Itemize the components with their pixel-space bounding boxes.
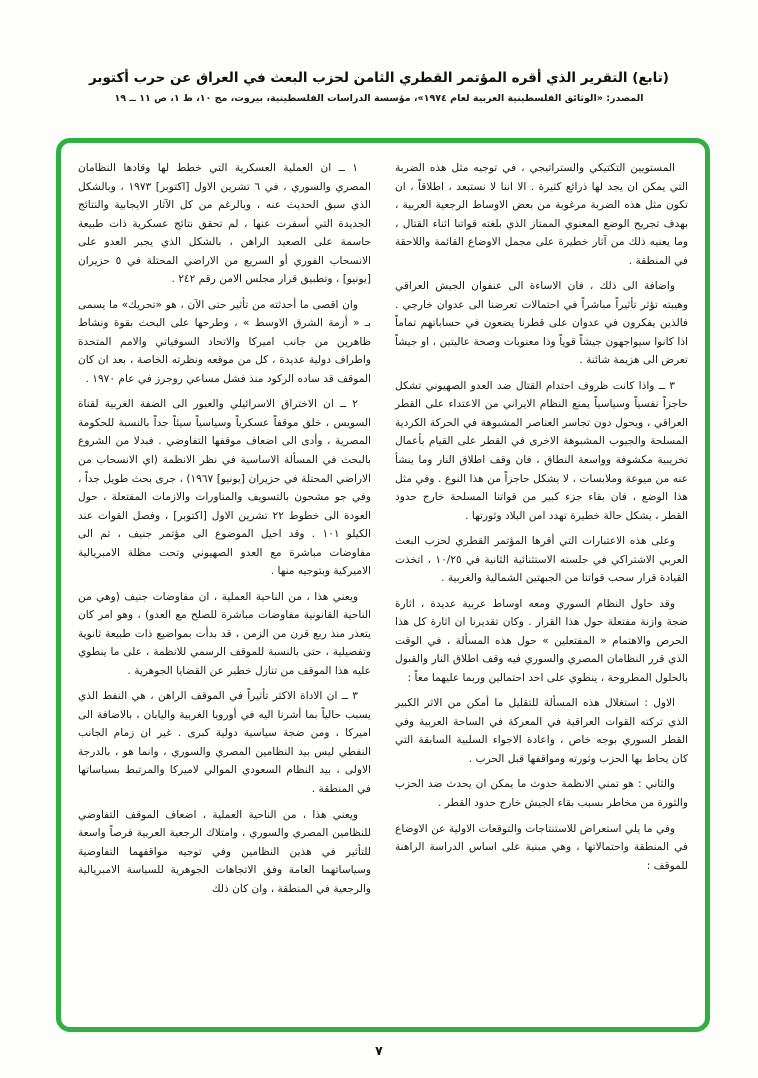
paragraph: ٣ ــ واذا كانت ظروف احتدام القتال ضد العدو الصهيوني تشكل حاجزاً نفسياً وسياسياً يمنع النظام الايراني من الاعتداء على القطر العراقي ، ويحول دون تجاسر العناصر المشبوهة في الحركة الكردية المسلحة والجيوب المشبوهة الاخرى في القطر على القيام بأعمال تخريبية مكشوفة وواسعة النطاق ، فان وقف اطلاق النار وما ينشأ عنه من ميوعة وملابسات ، لا يشكل حاجزاً من هذا النوع . وفي مثل هذا الوضع ، فان بقاء جزء كبير من قواتنا المسلحة خارج حدود القطر ، يشكل حالة خطيرة تهدد امن البلاد وثورتها .	[395, 379, 688, 522]
text-column-left	[78, 159, 371, 1013]
paragraph: الاول : استغلال هذه المسألة للتقليل ما أمكن من الاثر الكبير الذي تركته القوات العراقية في المعركة في الساحة العربية وفي القطر السوري بوجه خاص ، واعادة الاجواء السلبية السابقة التي كان يحاط بها الحزب وثورته ومواقفها قبل الحرب .	[395, 697, 688, 765]
green-border-frame	[56, 138, 710, 1032]
document-title: (تابع) التقرير الذي أقره المؤتمر القطري الثامن لحزب البعث في العراق عن حرب أكتوبر	[89, 70, 669, 86]
paragraph: واضافة الى ذلك ، فان الاساءة الى عنفوان الجيش العراقي وهيبته تؤثر تأثيراً مباشراً في احتمالات تعرضنا الى عدوان خارجي . فالذين يفكرون في عدوان على قطرنا يضعون في حساباتهم تماماً اذا كانوا سيواجهون جيشاً قوياً وذا معنويات وصحة عاليتين ، او جيشاً تعرض الى هزيمة شائنة .	[395, 280, 688, 367]
paragraph: ١ ــ ان العملية العسكرية التي خطط لها وقادها النظامان المصري والسوري ، في ٦ تشرين الاول [اكتوبر] ١٩٧٣ ، وبالشكل الذي سبق الحديث عنه ، وبالرغم من كل الآثار الايجابية والنتائج الجديدة التي أسفرت عنها ، لم تحقق نتائج عسكرية ذات طبيعة حاسمة على الصعيد الراهن ، بالشكل الذي يجبر العدو على الانسحاب الفوري أو السريع من الاراضي المحتلة في ٥ حزيران [يونيو] ، وتطبيق قرار مجلس الامن رقم ٢٤٢ .	[78, 162, 371, 286]
paragraph: المستويين التكتيكي والستراتيجي ، في توجيه مثل هذه الضربة التي يمكن ان يجد لها ذرائع كثيرة . الا اننا لا نستبعد ، اطلاقاً ، ان تكون مثل هذه الضربة مرغوبة من بعض الاوساط الرجعية العربية ، بهدف تجريح الوضع المعنوي الممتاز الذي بلغته قواتنا اثناء القتال ، وما يعنيه ذلك من آثار خطيرة على مجمل الاوضاع القائمة واللاحقة في المنطقة .	[395, 162, 688, 267]
page-number: ٧	[375, 1043, 383, 1058]
paragraph: وعلى هذه الاعتبارات التي أقرها المؤتمر القطري لحزب البعث العربي الاشتراكي في جلسته الاستثنائية الثانية في ١٠/٢٥ ، اتخذت القيادة قرار سحب قواتنا من الجبهتين الشمالية والغربية .	[395, 535, 688, 585]
paragraph: والثاني : هو تمني الانظمة حدوث ما يمكن ان يحدث ضد الحزب والثورة من مخاطر بسبب بقاء الجيش خارج حدود القطر .	[395, 778, 688, 809]
paragraph: وفي ما يلي استعراض للاستنتاجات والتوقعات الاولية عن الاوضاع في المنطقة واحتمالاتها ، وهي مبنية على اساس الدراسة الراهنة للموقف :	[395, 822, 688, 872]
paragraph: ٣ ــ ان الاداة الاكثر تأثيراً في الموقف الراهن ، هي النفط الذي يسبب حالياً بما أشرنا اليه في أوروبا الغربية واليابان ، بالاضافة الى اميركا ، ومن ضجة سياسية دولية كبرى . غير ان زمام الجانب النفطي ليس بيد النظامين المصري والسوري ، وانما هو ، بالدرجة الاولى ، بيد النظام السعودي الموالي لاميركا والمرتبط بسياساتها في المنطقة .	[78, 690, 371, 795]
two-column-text	[78, 159, 688, 1013]
paragraph: ٢ ــ ان الاختراق الاسرائيلي والعبور الى الضفة الغربية لقناة السويس ، خلق موقفاً عسكرياً وسياسياً سيئاً جداً بالنسبة للحكومة المصرية ، وأدى الى اضعاف موقفها التفاوضي . فبدلا من الشروع بالبحث في المسألة الاساسية في نظر الانظمة (اي الانسحاب من الاراضي المحتلة في حزيران [يونيو] ١٩٦٧) ، جرى بحث طويل جداً ، وفي جو مشحون بالتسويف والمناورات والازمات المفتعلة ، حول العودة الى خطوط ٢٢ تشرين الاول [اكتوبر] ، وفصل القوات عند الكيلو ١٠١ . وقد احيل الموضوع الى مؤتمر جنيف ، ثم الى مفاوضات مباشرة مع العدو الصهيوني وتحت مظلة الامبريالية الاميركية وبتوجيه منها .	[78, 398, 371, 578]
paragraph: ويعني هذا ، من الناحية العملية ، ان مفاوضات جنيف (وهي من الناحية القانونية مفاوضات مباشرة للصلح مع العدو) ، وهو امر كان يتعذر منذ ربع قرن من الزمن ، قد بدأت بمواضيع ذات طبيعة ثانوية وتفصيلية ، حتى بالنسبة للموقف الرسمي للانظمة ، على ما ينطوي عليه هذا الموقف من تنازل خطير عن القضايا الجوهرية .	[78, 590, 371, 677]
paragraph: ويعني هذا ، من الناحية العملية ، اضعاف الموقف التفاوضي للنظامين المصري والسوري ، وامتلاك الرجعية العربية فرصاً واسعة للتأثير في هذين النظامين وفي توجيه مواقفهما التفاوضية وسياساتهما العامة وفق الاتجاهات الجوهرية للسياسة الامبريالية والرجعية في المنطقة ، وان كان ذلك	[78, 808, 371, 895]
paragraph: وان اقصى ما أحدثته من تأثير حتى الآن ، هو «تحريك» ما يسمى بـ « أزمة الشرق الاوسط » ، وطرحها على البحث بقوة ونشاط ظاهرين من جانب اميركا والاتحاد السوفياتي والامم المتحدة واطراف دولية عديدة ، كل من موقعه ونظرته الخاصة ، بعد ان كان الموقف قد ساده الركود منذ فشل مساعي روجرز في عام ١٩٧٠ .	[78, 298, 371, 385]
page-header	[40, 70, 718, 104]
source-citation: المصدر: «الوثائق الفلسطينية العربية لعام ١٩٧٤»، مؤسسة الدراسات الفلسطينية، بيروت، مج ١٠، ط ١، ص ١١ ــ ١٩	[114, 93, 644, 104]
paragraph: وقد حاول النظام السوري ومعه اوساط عربية عديدة ، اثارة ضجة وازنة مفتعلة حول هذا القرار . وكان تقديرنا ان اثارة كل هذا الحرص والاهتمام « المفتعلين » حول هذه المسألة ، في الوقت الذي قرر النظامان المصري والسوري فيه وقف اطلاق النار والقبول بالحلول المطروحة ، ينطوي على احد احتمالين وربما عليهما معاً :	[395, 597, 688, 684]
text-column-right	[395, 159, 688, 1013]
